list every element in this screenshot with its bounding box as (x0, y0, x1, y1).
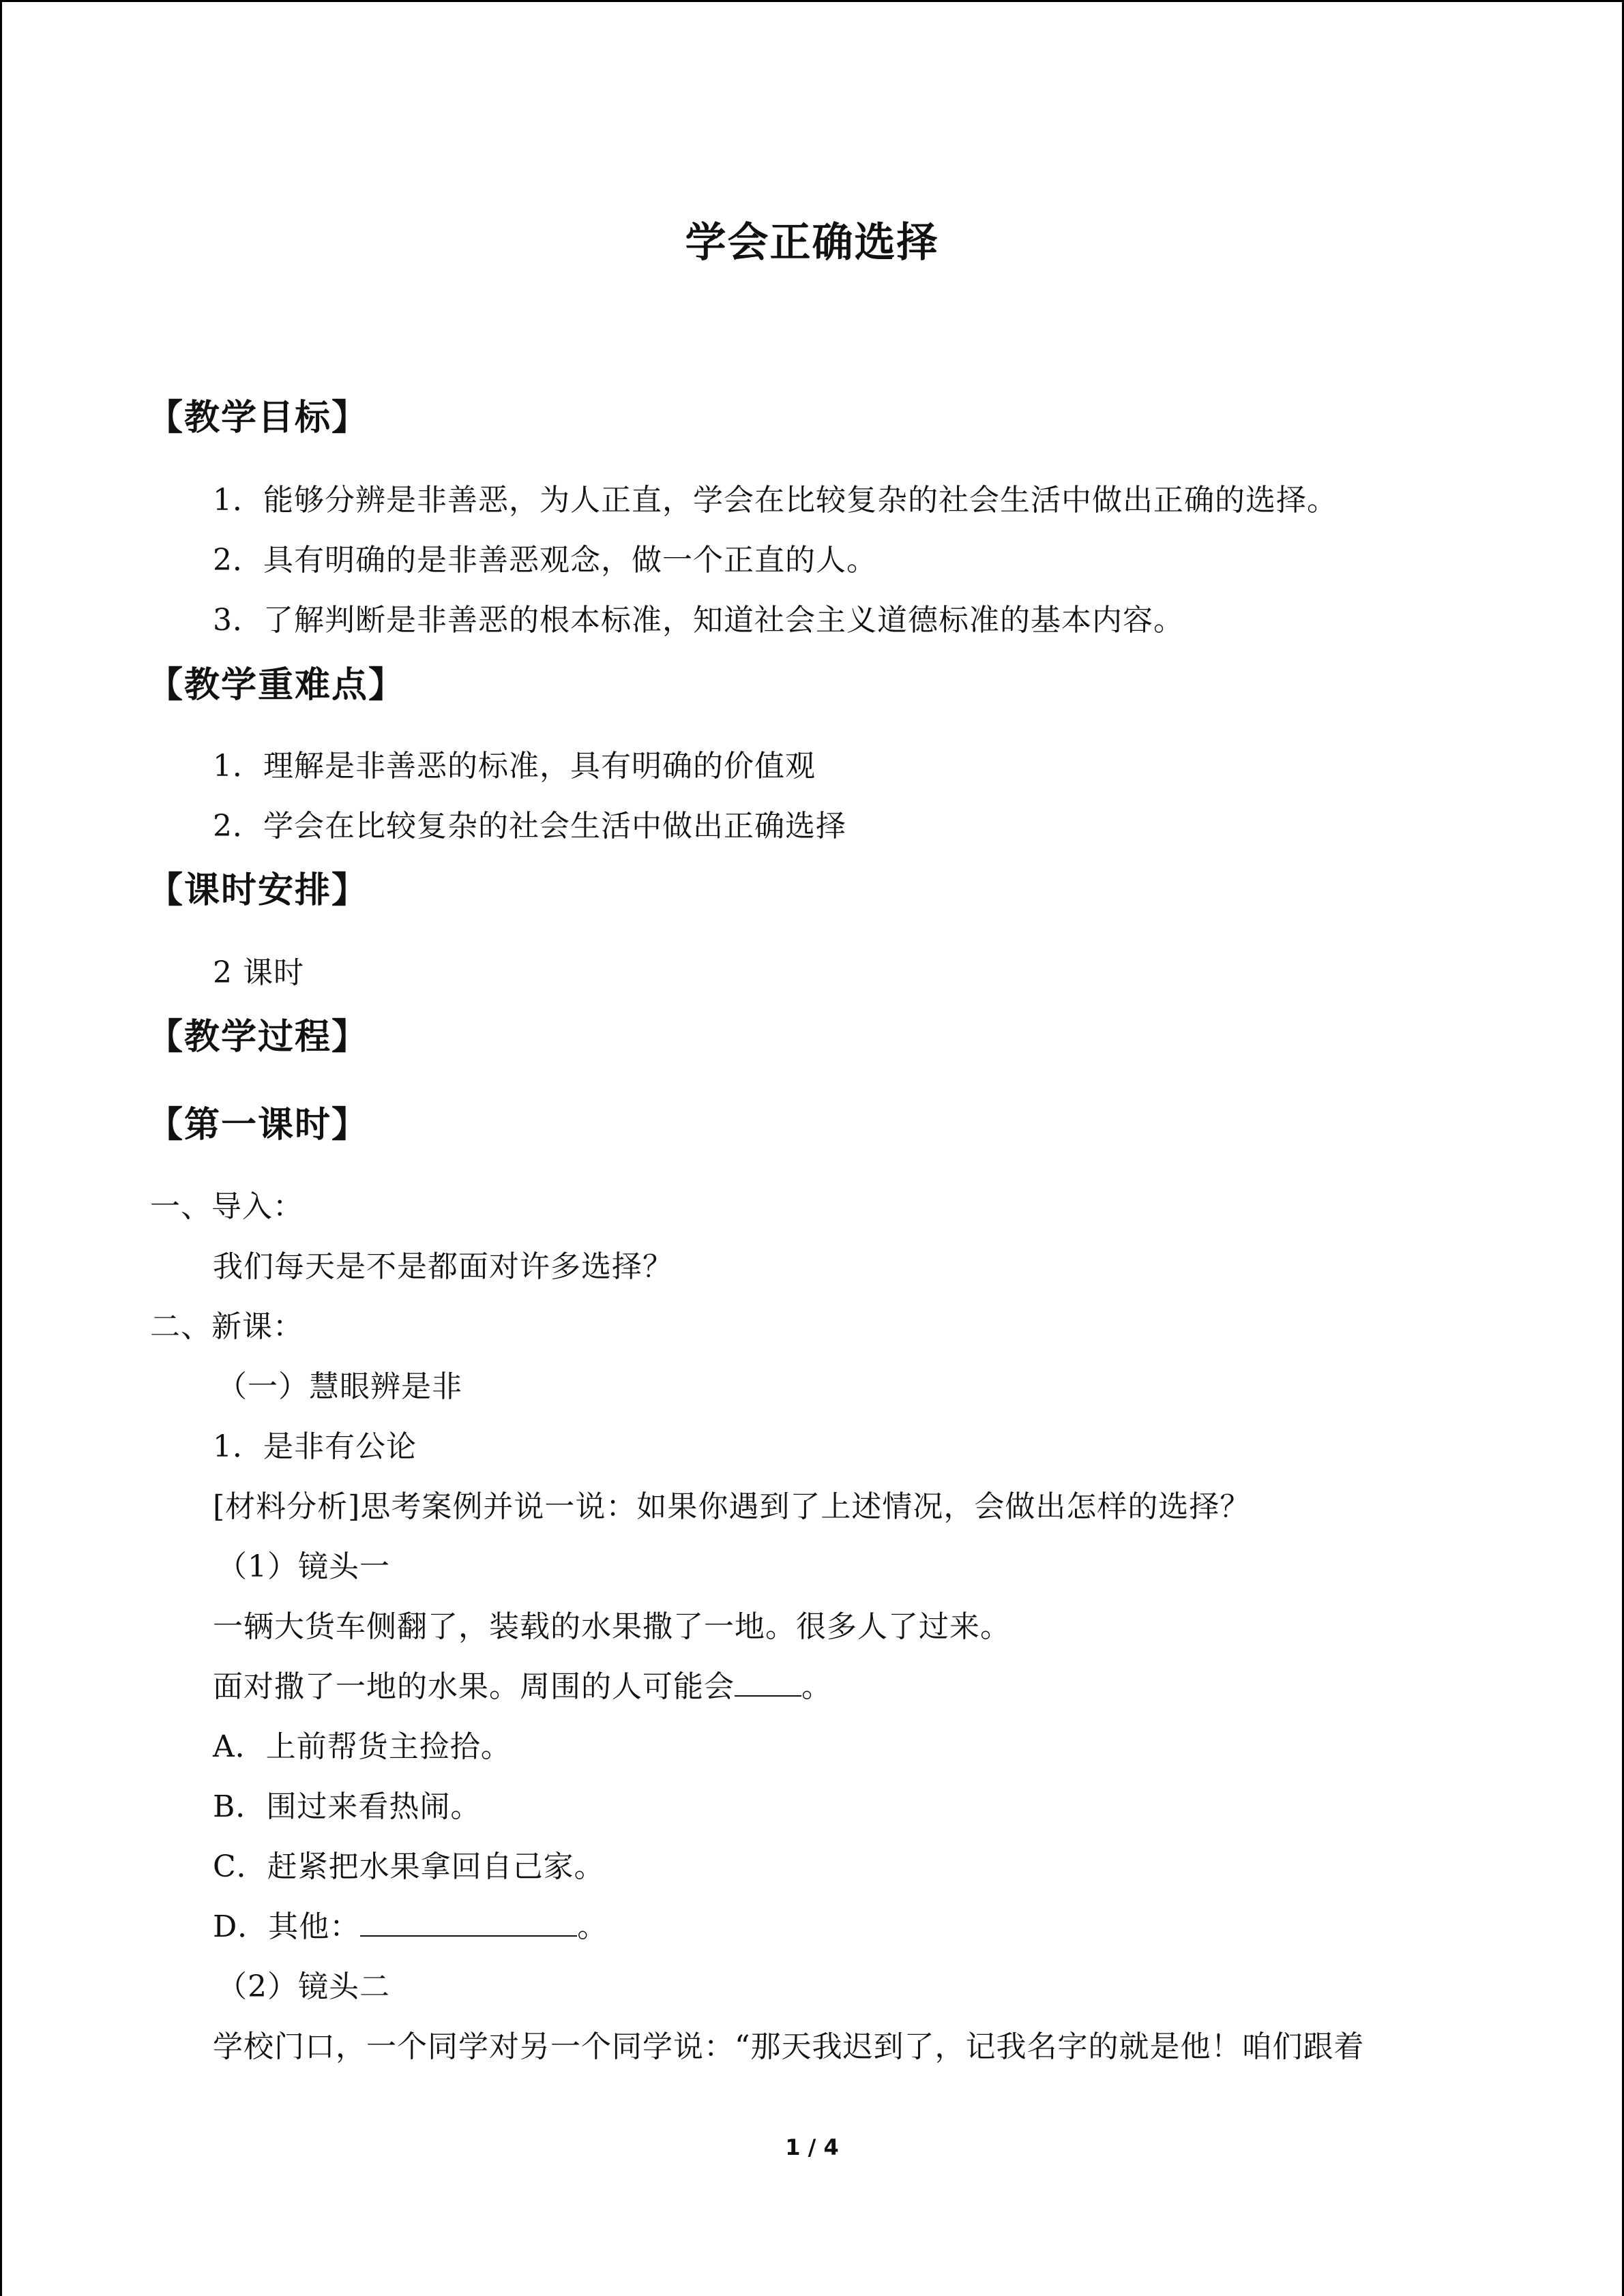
scene-two-label: （2）镜头二 (217, 1969, 390, 2004)
heading-key-points: 【教学重难点】 (147, 665, 406, 706)
scene-one-label: （1）镜头一 (217, 1549, 390, 1584)
page-top-border (0, 0, 1624, 2)
heading-teaching-process: 【教学过程】 (147, 1017, 369, 1058)
new-lesson-label: 二、新课： (150, 1309, 304, 1344)
heading-schedule: 【课时安排】 (147, 870, 369, 911)
option-b: B．围过来看热闹。 (213, 1789, 482, 1824)
document-title: 学会正确选择 (685, 219, 939, 267)
key-point-item-2: 2．学会在比较复杂的社会生活中做出正确选择 (213, 809, 846, 844)
goal-item-3: 3．了解判断是非善恶的根本标准，知道社会主义道德标准的基本内容。 (213, 603, 1184, 638)
scene-one-text: 一辆大货车侧翻了，装载的水果撒了一地。很多人了过来。 (213, 1609, 1011, 1644)
option-a: A．上前帮货主捡拾。 (213, 1729, 512, 1764)
schedule-text: 2 课时 (213, 955, 304, 990)
goal-item-1: 1．能够分辨是非善恶，为人正直，学会在比较复杂的社会生活中做出正确的选择。 (213, 483, 1338, 518)
answer-blank-short (735, 1668, 801, 1697)
page-number: 1 / 4 (785, 2134, 839, 2160)
option-d (213, 1902, 608, 1945)
scene-two-text: 学校门口，一个同学对另一个同学说：“那天我迟到了，记我名字的就是他！咱们跟着 (213, 2029, 1365, 2064)
scene-one-question-text: 面对撒了一地的水果。周围的人可能会 (213, 1669, 735, 1704)
subsection-label-1: （一）慧眼辨是非 (217, 1369, 462, 1404)
point-label-1: 1．是非有公论 (213, 1429, 417, 1464)
heading-teaching-goals: 【教学目标】 (147, 398, 369, 438)
page-left-border (0, 0, 2, 2296)
key-point-item-1: 1．理解是非善恶的标准，具有明确的价值观 (213, 749, 816, 784)
intro-label: 一、导入： (150, 1189, 304, 1224)
scene-one-question-end: 。 (801, 1669, 832, 1704)
option-d-end: 。 (577, 1909, 608, 1944)
option-c: C．赶紧把水果拿回自己家。 (213, 1849, 605, 1884)
option-d-text: D．其他： (213, 1909, 361, 1944)
answer-blank-long (360, 1908, 577, 1937)
material-analysis-text: [材料分析]思考案例并说一说：如果你遇到了上述情况，会做出怎样的选择？ (213, 1489, 1251, 1524)
goal-item-2: 2．具有明确的是非善恶观念，做一个正直的人。 (213, 543, 877, 578)
heading-lesson-one: 【第一课时】 (147, 1105, 369, 1146)
scene-one-question (213, 1662, 832, 1705)
intro-text: 我们每天是不是都面对许多选择？ (213, 1249, 673, 1284)
